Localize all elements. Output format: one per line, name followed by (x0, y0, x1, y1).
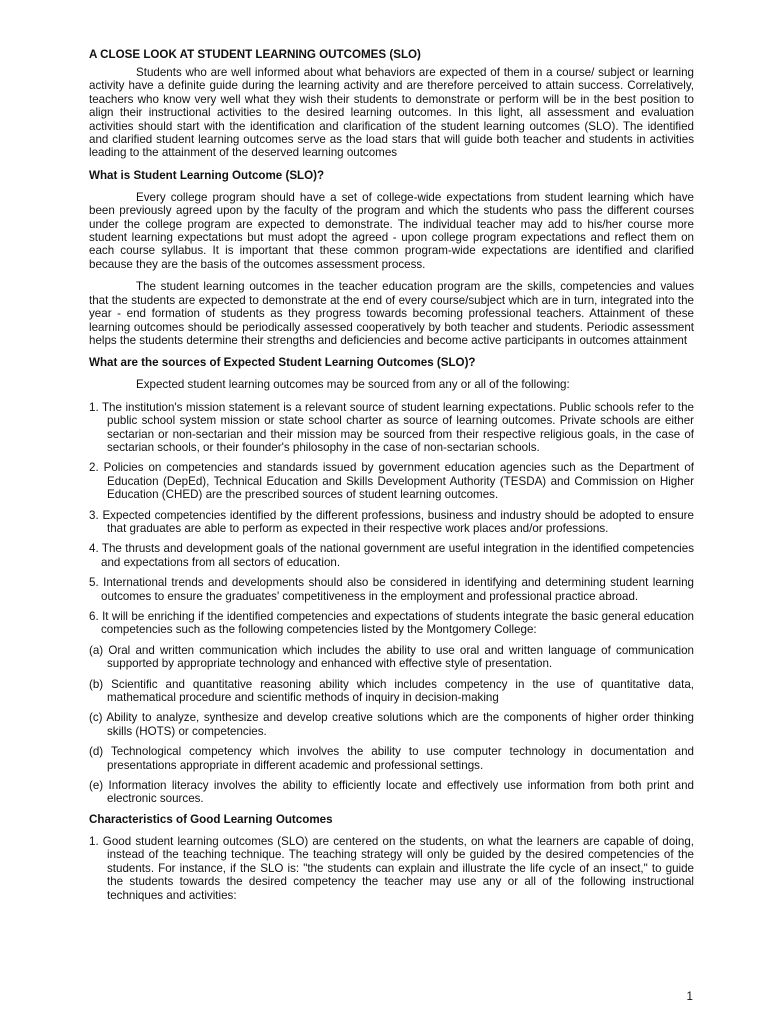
source-item-1: 1. The institution's mission statement is a relevant source of student learning expectations. Public schools refer to the public school system mission or state school charter as source of learning outcomes. Private schools are either sectarian or non-sectarian and their mission may be sourced from their respective religious goals, in the case of sectarian schools, or their founder's philosophy in the case of non-sectarian schools. (89, 400, 694, 454)
document-title: A CLOSE LOOK AT STUDENT LEARNING OUTCOMES (SLO) (89, 48, 421, 61)
section-heading-characteristics: Characteristics of Good Learning Outcomes (89, 812, 333, 826)
source-item-4: 4. The thrusts and development goals of the national government are useful integration in the identified competencies and expectations from all sectors of education. (89, 542, 694, 569)
slo-definition-paragraph-1: Every college program should have a set of college-wide expectations from student learning which have been previously agreed upon by the faculty of the program and which the students who pass the different courses under the college program are expected to demonstrate. The individual teacher may add to his/her course more student learning expectations but must adopt the agreed - upon college program expectations and reflect them on each course syllabus. It is important that these common program-wide expectations are identified and clarified because they are the basis of the outcomes assessment process. (89, 190, 694, 271)
competency-item-d: (d) Technological competency which involves the ability to use computer technology in documentation and presentations appropriate in different academic and professional settings. (89, 745, 694, 772)
source-item-6: 6. It will be enriching if the identified competencies and expectations of students integrate the basic general education competencies such as the following competencies listed by the Montgomery College: (89, 610, 694, 637)
competency-item-c: (c) Ability to analyze, synthesize and develop creative solutions which are the components of higher order thinking skills (HOTS) or competencies. (89, 711, 694, 738)
section-heading-sources: What are the sources of Expected Student Learning Outcomes (SLO)? (89, 356, 476, 370)
source-item-5: 5. International trends and developments should also be considered in identifying and determining student learning outcomes to ensure the graduates' competitiveness in the employment and professional practice abroad. (89, 576, 694, 603)
competency-item-b: (b) Scientific and quantitative reasoning ability which includes competency in the use of quantitative data, mathematical procedure and scientific methods of inquiry in decision-making (89, 677, 694, 705)
characteristic-item-1: 1. Good student learning outcomes (SLO) are centered on the students, on what the learners are capable of doing, instead of the teaching technique. The teaching strategy will only be guided by the desired competencies of the students. For instance, if the SLO is: "the students can explain and illustrate the life cycle of an insect," to guide the students towards the desired competency the teacher may use any or all of the following instructional techniques and activities: (89, 834, 694, 902)
section-heading-what-is-slo: What is Student Learning Outcome (SLO)? (89, 168, 325, 182)
sources-lead-paragraph: Expected student learning outcomes may be sourced from any or all of the following: (136, 378, 570, 392)
slo-definition-paragraph-2: The student learning outcomes in the teacher education program are the skills, competencies and values that the students are expected to demonstrate at the end of every course/subject which are in turn, integrated into the year - end formation of students as they progress towards becoming professional teachers. Attainment of these learning outcomes should be periodically assessed cooperatively by both teacher and students. Periodic assessment helps the students determine their strengths and deficiencies and become active participants in outcomes attainment (89, 280, 694, 347)
source-item-2: 2. Policies on competencies and standards issued by government education agencies such as the Department of Education (DepEd), Technical Education and Skills Development Authority (TESDA) and Commission on Higher Education (CHED) are the prescribed sources of student learning outcomes. (89, 461, 694, 502)
competency-item-e: (e) Information literacy involves the ability to efficiently locate and effectively use information from both print and electronic sources. (89, 779, 694, 806)
page-number: 1 (686, 990, 693, 1003)
competency-item-a: (a) Oral and written communication which includes the ability to use oral and written language of communication supported by appropriate technology and enhanced with effective style of presentation. (89, 643, 694, 671)
source-item-3: 3. Expected competencies identified by the different professions, business and industry should be adopted to ensure that graduates are able to perform as expected in their respective work places and/or professions. (89, 508, 694, 535)
intro-paragraph: Students who are well informed about what behaviors are expected of them in a course/ subject or learning activity have a definite guide during the learning activity and are therefore perceived to attain success. Correlatively, teachers who know very well what they wish their students to demonstrate or perform will be in the best position to align their instructional activities to the desired learning outcomes. In this light, all assessment and evaluation activities should start with the identification and clarification of the student learning outcomes (SLO). The identified and clarified student learning outcomes serve as the load stars that will guide both teacher and students in activities leading to the attainment of the deserved learning outcomes (89, 66, 694, 160)
